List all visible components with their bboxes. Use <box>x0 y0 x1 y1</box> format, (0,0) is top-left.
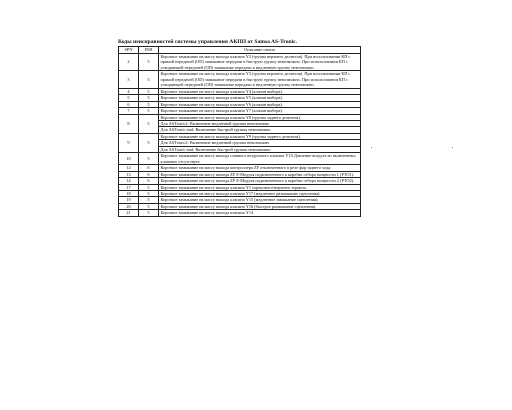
spn-cell: 6 <box>119 101 139 107</box>
description-cell: Короткое замыкание на массу выхода клапана Y7 (клапан выбора). <box>159 108 361 114</box>
description-cell: Короткое замыкание на массу выхода клапана Y17 (медленное размыкание сцепления). <box>159 190 361 196</box>
fmi-cell: 5 <box>139 101 159 107</box>
description-cell: Для ASTronic2: Включение медленной группы невозможно <box>159 120 361 126</box>
spn-cell: 4 <box>119 88 139 94</box>
scan-speck <box>452 147 453 148</box>
fmi-cell: 5 <box>139 153 159 165</box>
scan-speck <box>371 147 372 148</box>
fault-code-table <box>118 46 361 217</box>
table-row <box>119 71 361 88</box>
description-cell: Для ASTronic2: Включение медленной группы невозможно <box>159 140 361 146</box>
spn-cell: 14 <box>119 178 139 184</box>
fmi-cell: 6 <box>139 165 159 171</box>
description-cell: Короткое замыкание на массу выхода контроллера ZF отключенного в реле фар заднего хода. <box>159 165 361 171</box>
description-cell: Короткое замыкание на массу выхода клапана Y14. <box>159 210 361 216</box>
description-cell: Короткое замыкание на массу выхода клапана Y6 (клапан выбора). <box>159 101 361 107</box>
spn-cell: 10 <box>119 153 139 165</box>
description-cell: Короткое замыкание на массу выхода клапана Y3 (группа верхнего делителя). При использовании КП с прямой передачей (OD) замыкание передачи в быструю группу невозможно. При использовании КП с ускоряющей передачей (OD) замыкание передачи в медленную группу невозможно. <box>159 71 361 88</box>
description-cell: Короткое замыкание на массу выхода клапана Y1 тормозного/верхнего тормоза. <box>159 184 361 190</box>
description-cell: Для ASTronic mid: Включение быстрой группы невозможно <box>159 127 361 133</box>
spn-cell: 21 <box>119 210 139 216</box>
spn-cell: 17 <box>119 184 139 190</box>
description-cell: Короткое замыкание на массу выхода клапана Y4 (клапан выбора). <box>159 88 361 94</box>
spn-cell: 9 <box>119 133 139 152</box>
fmi-cell: 5 <box>139 54 159 71</box>
column-header-description: Описание отказа <box>159 47 361 54</box>
fmi-cell: 5 <box>139 190 159 196</box>
spn-cell: 7 <box>119 108 139 114</box>
fault-code-rows <box>119 54 361 217</box>
spn-cell: 12 <box>119 165 139 171</box>
table-row <box>119 54 361 71</box>
description-cell: Короткое замыкание на массу выхода клапана Y9 (группа заднего делителя). <box>159 133 361 139</box>
table-header-row <box>119 47 361 54</box>
description-cell: Короткое замыкание на массу выхода клапана Y8 (группа заднего делителя). <box>159 114 361 120</box>
column-header-fmi: FMI <box>139 47 159 54</box>
spn-cell: 19 <box>119 197 139 203</box>
description-cell: Короткое замыкание на массу выхода клапана Y16 (быстрое размыкание сцепления). <box>159 203 361 209</box>
spn-cell: 20 <box>119 203 139 209</box>
fmi-cell: 5 <box>139 210 159 216</box>
description-cell: Короткое замыкание на массу выхода клапана Y5 (клапан выбора). <box>159 95 361 101</box>
spn-cell: 18 <box>119 190 139 196</box>
description-cell: Короткое замыкание на массу выхода ZF E-Модуля подключенного к коробке отбора мощности 2 (PTO2). <box>159 178 361 184</box>
description-cell: Для ASTronic mid: Включение быстрой группы невозможно <box>159 146 361 152</box>
fmi-cell: 5 <box>139 133 159 152</box>
spn-cell: 8 <box>119 114 139 133</box>
fmi-cell: 5 <box>139 71 159 88</box>
description-cell: Короткое замыкание на массу выхода главного воздушного клапана Y10.Давление воздуха во включенных клапанах отсутствует. <box>159 153 361 165</box>
spn-cell: 5 <box>119 95 139 101</box>
description-cell: Короткое замыкание на массу выхода клапана Y2 (группа верхнего делителя). При использовании КП с прямой передачей (OD) замыкание передачи в быструю группу невозможно. При использовании КП с ускоряющей передачей (OD) замыкание передачи в медленную группу невозможно. <box>159 54 361 71</box>
fmi-cell: 5 <box>139 114 159 133</box>
spn-cell: 3 <box>119 71 139 88</box>
column-header-spn: SPN <box>119 47 139 54</box>
fmi-cell: 5 <box>139 203 159 209</box>
fmi-cell: 5 <box>139 95 159 101</box>
table-row <box>119 210 361 216</box>
page-bottom-margin <box>0 358 512 410</box>
fmi-cell: 5 <box>139 88 159 94</box>
fmi-cell: 5 <box>139 108 159 114</box>
table-row <box>119 153 361 165</box>
description-cell: Короткое замыкание на массу выхода ZF E-Модуля подключенного к коробке отбора мощности 1 (PTO1). <box>159 171 361 177</box>
fmi-cell: 6 <box>139 171 159 177</box>
fmi-cell: 5 <box>139 184 159 190</box>
description-cell: Короткое замыкание на массу выхода клапана Y15 (медленное замыкание сцепления). <box>159 197 361 203</box>
spn-cell: 2 <box>119 54 139 71</box>
spn-cell: 13 <box>119 171 139 177</box>
fmi-cell: 5 <box>139 197 159 203</box>
document-title: Коды неисправностей системы управления АКПП от Samsa AS-Tronic. <box>118 39 298 45</box>
fmi-cell: 6 <box>139 178 159 184</box>
